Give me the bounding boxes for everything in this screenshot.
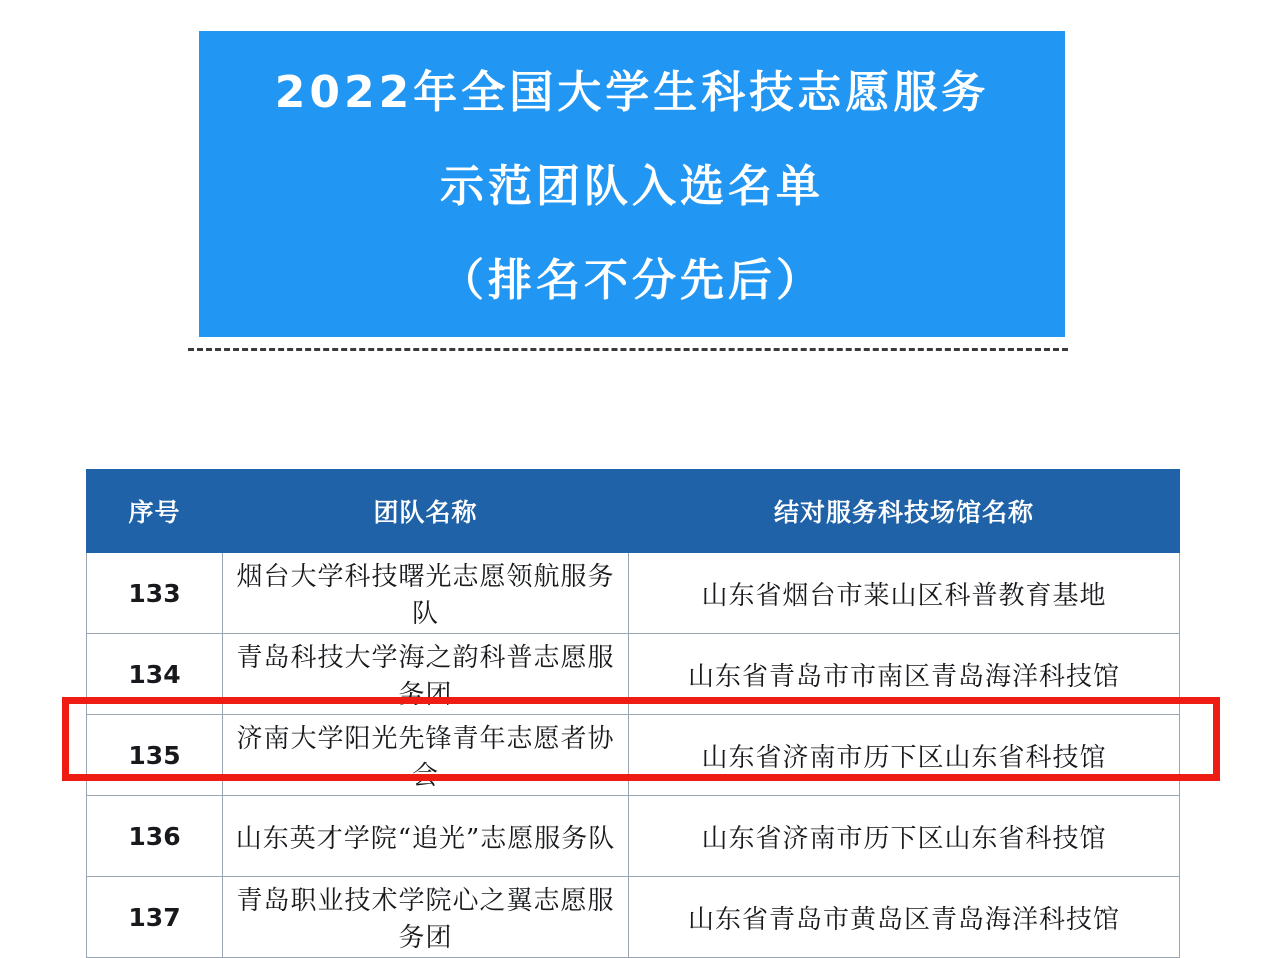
row-team-name: 烟台大学科技曙光志愿领航服务队: [223, 553, 629, 634]
team-list-table: [86, 469, 1180, 958]
row-venue-name: 山东省青岛市黄岛区青岛海洋科技馆: [629, 877, 1180, 958]
table-row: [87, 877, 1180, 958]
row-venue-name: 山东省青岛市市南区青岛海洋科技馆: [629, 634, 1180, 715]
table-row-highlighted: [87, 715, 1180, 796]
banner-line-1: 2022年全国大学生科技志愿服务: [274, 67, 990, 118]
table-row: [87, 796, 1180, 877]
table-row: [87, 634, 1180, 715]
column-header-venue: 结对服务科技场馆名称: [629, 470, 1180, 553]
row-team-name: 青岛职业技术学院心之翼志愿服务团: [223, 877, 629, 958]
row-venue-name: 山东省济南市历下区山东省科技馆: [629, 715, 1180, 796]
banner-line-2: 示范团队入选名单: [440, 161, 824, 212]
table-header: [87, 470, 1180, 553]
table-row: [87, 553, 1180, 634]
row-index: 135: [87, 715, 223, 796]
banner-line-3: （排名不分先后）: [440, 255, 824, 306]
row-index: 137: [87, 877, 223, 958]
row-index: 133: [87, 553, 223, 634]
row-team-name: 青岛科技大学海之韵科普志愿服务团: [223, 634, 629, 715]
table-body: [87, 553, 1180, 958]
table-header-row: [87, 470, 1180, 553]
row-venue-name: 山东省济南市历下区山东省科技馆: [629, 796, 1180, 877]
row-venue-name: 山东省烟台市莱山区科普教育基地: [629, 553, 1180, 634]
row-index: 136: [87, 796, 223, 877]
row-index: 134: [87, 634, 223, 715]
dashed-separator: [188, 348, 1068, 351]
row-team-name: 济南大学阳光先锋青年志愿者协会: [223, 715, 629, 796]
row-team-name: 山东英才学院“追光”志愿服务队: [223, 796, 629, 877]
column-header-team: 团队名称: [223, 470, 629, 553]
list-table-container: [86, 469, 1179, 958]
title-banner: [199, 31, 1065, 337]
column-header-index: 序号: [87, 470, 223, 553]
